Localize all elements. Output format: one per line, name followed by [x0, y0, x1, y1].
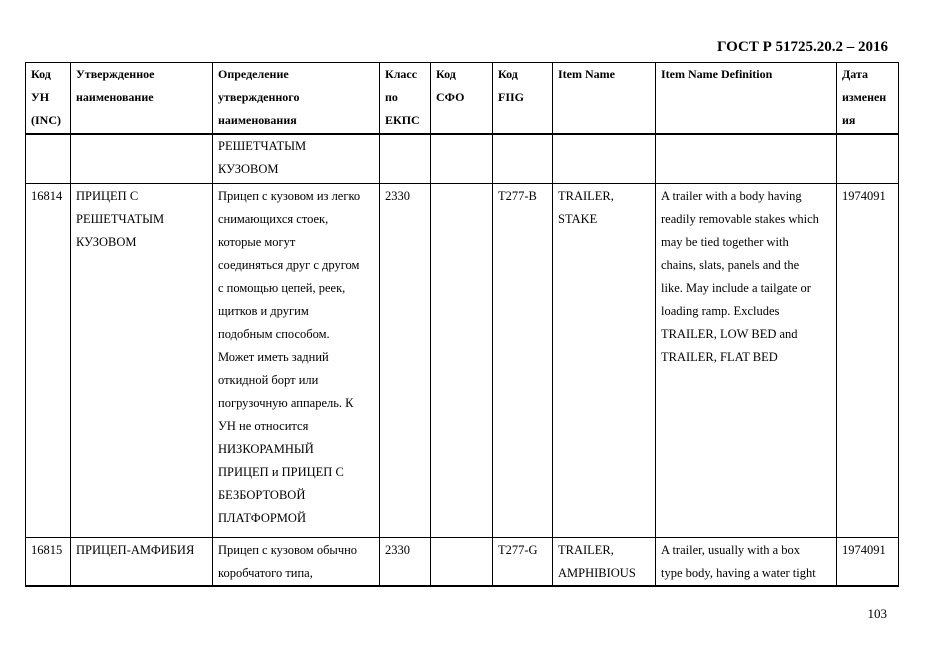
column-header-approved-name: Утвержденное наименование	[71, 63, 213, 135]
cell-change-date: 1974091	[837, 538, 899, 587]
cell-definition-ru: Прицеп с кузовом обычно коробчатого типа,	[213, 538, 380, 587]
cell-change-date: 1974091	[837, 184, 899, 538]
cell-name-ru: ПРИЦЕП С РЕШЕТЧАТЫМ КУЗОВОМ	[71, 184, 213, 538]
cell-name-ru: ПРИЦЕП-АМФИБИЯ	[71, 538, 213, 587]
table-row	[26, 184, 899, 538]
cell-code-fiig: T277-B	[493, 184, 553, 538]
cell-class-ekps: 2330	[380, 184, 431, 538]
table-row-continuation	[26, 134, 899, 184]
column-header-code-fiig: Код FIIG	[493, 63, 553, 135]
table-row	[26, 538, 899, 587]
cell-change-date	[837, 134, 899, 184]
cell-inc: 16815	[26, 538, 71, 587]
item-name-table	[25, 62, 899, 587]
column-header-item-name: Item Name	[553, 63, 656, 135]
cell-inc: 16814	[26, 184, 71, 538]
table-header-row	[26, 63, 899, 135]
column-header-inc: Код УН (INC)	[26, 63, 71, 135]
cell-item-definition	[656, 134, 837, 184]
cell-item-name	[553, 134, 656, 184]
column-header-definition: Определение утвержденного наименования	[213, 63, 380, 135]
column-header-class-ekps: Класс по ЕКПС	[380, 63, 431, 135]
cell-definition-ru: Прицеп с кузовом из легко снимающихся стоек, которые могут соединяться друг с другом с помощью цепей, реек, щитков и другим подобным способом. Может иметь задний откидной борт или погрузочную аппарель. К УН не относится НИЗКОРАМНЫЙ ПРИЦЕП и ПРИЦЕП С БЕЗБОРТОВОЙ ПЛАТФОРМОЙ	[213, 184, 380, 538]
cell-item-name: TRAILER, STAKE	[553, 184, 656, 538]
page-number: 103	[867, 606, 887, 621]
cell-item-definition: A trailer, usually with a box type body, having a water tight	[656, 538, 837, 587]
cell-name-ru	[71, 134, 213, 184]
cell-code-fiig: T277-G	[493, 538, 553, 587]
cell-item-name: TRAILER, AMPHIBIOUS	[553, 538, 656, 587]
cell-code-sfo	[431, 134, 493, 184]
document-code-header: ГОСТ Р 51725.20.2 – 2016	[716, 39, 888, 55]
cell-code-sfo	[431, 538, 493, 587]
cell-class-ekps	[380, 134, 431, 184]
cell-code-fiig	[493, 134, 553, 184]
cell-definition-ru: РЕШЕТЧАТЫМ КУЗОВОМ	[213, 134, 380, 184]
column-header-change-date: Дата изменен ия	[837, 63, 899, 135]
column-header-code-sfo: Код СФО	[431, 63, 493, 135]
cell-class-ekps: 2330	[380, 538, 431, 587]
cell-code-sfo	[431, 184, 493, 538]
column-header-item-definition: Item Name Definition	[656, 63, 837, 135]
cell-inc	[26, 134, 71, 184]
cell-item-definition: A trailer with a body having readily removable stakes which may be tied together with chains, slats, panels and the like. May include a tailgate or loading ramp. Excludes TRAILER, LOW BED and TRAILER, FLAT BED	[656, 184, 837, 538]
